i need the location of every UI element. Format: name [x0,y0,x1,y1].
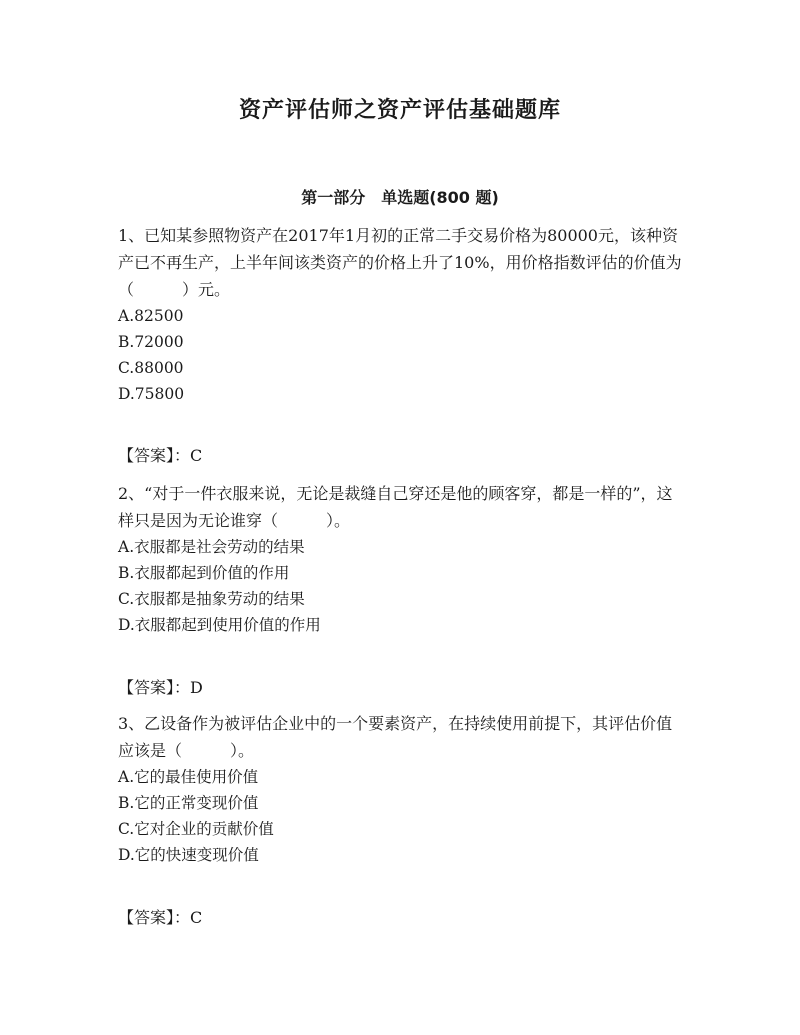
answer-1: 【答案】：C [118,446,203,465]
option-a: A.82500 [118,307,184,325]
question-stem: 3、乙设备作为被评估企业中的一个要素资产，在持续使用前提下，其评估价值应该是（ ）。 [118,714,673,760]
option-a: A.它的最佳使用价值 [118,768,259,786]
option-c: C.88000 [118,359,184,377]
option-d: D.75800 [118,385,185,403]
question-2 [118,480,688,638]
option-b: B.它的正常变现价值 [118,794,259,812]
option-d: D.它的快速变现价值 [118,846,259,864]
option-a: A.衣服都是社会劳动的结果 [118,538,305,556]
option-d: D.衣服都起到使用价值的作用 [118,616,321,634]
option-b: B.72000 [118,333,184,351]
answer-2: 【答案】：D [118,678,203,697]
option-b: B.衣服都起到价值的作用 [118,564,290,582]
question-1 [118,222,688,407]
option-c: C.它对企业的贡献价值 [118,820,274,838]
option-c: C.衣服都是抽象劳动的结果 [118,590,305,608]
option-list [118,534,688,638]
question-stem: 2、“对于一件衣服来说，无论是裁缝自己穿还是他的顾客穿，都是一样的”，这样只是因为无论谁穿（ ）。 [118,484,673,530]
section-title: 第一部分 单选题(800 题) [301,188,499,207]
option-list [118,764,688,868]
answer-3: 【答案】：C [118,908,203,927]
question-3 [118,710,688,868]
page-title: 资产评估师之资产评估基础题库 [238,98,561,123]
option-list [118,303,688,407]
question-stem: 1、已知某参照物资产在2017年1月初的正常二手交易价格为80000元，该种资产已不再生产，上半年间该类资产的价格上升了10%，用价格指数评估的价值为（ ）元。 [118,226,682,299]
